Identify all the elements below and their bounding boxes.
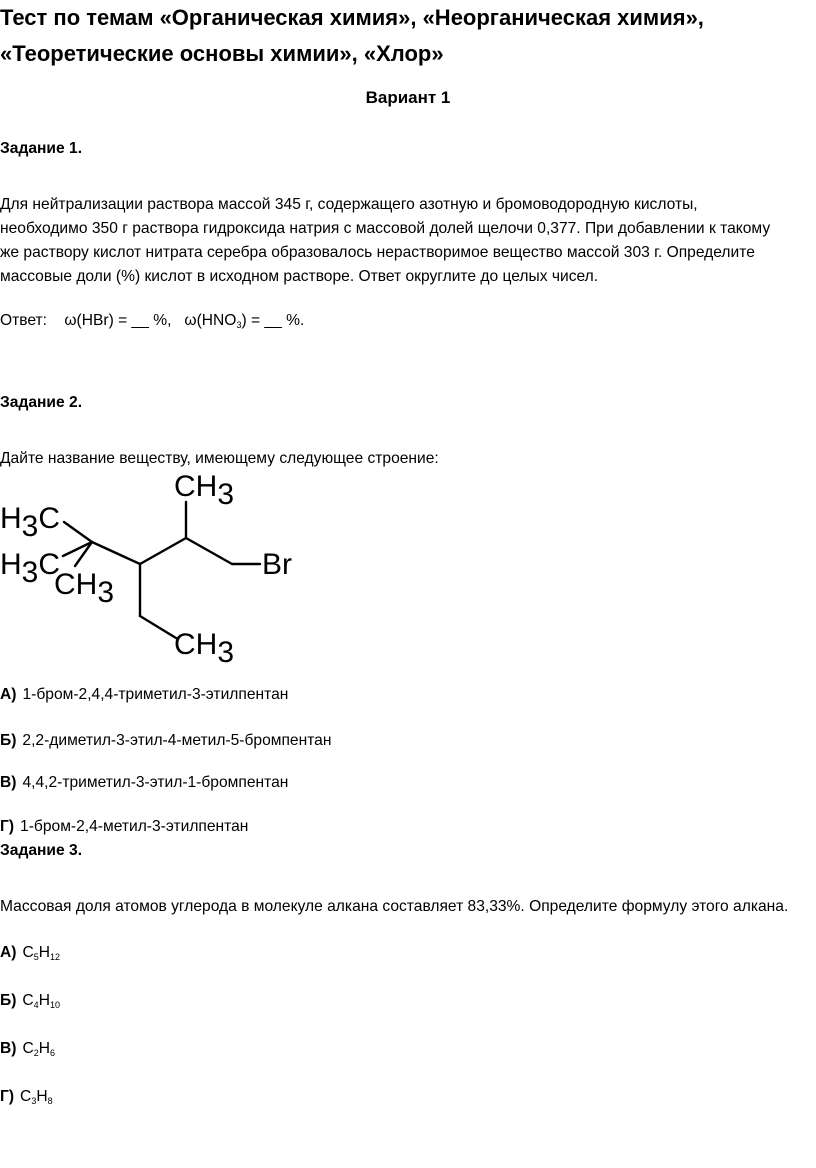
task1-line-2: необходимо 350 г раствора гидроксида натрия с массовой долей щелочи 0,377. При добавлении к такому xyxy=(0,220,771,237)
task1-line-3: же раствору кислот нитрата серебра образовалось нерастворимое вещество массой 303 г. Определите xyxy=(0,244,755,261)
bond-h3c1-cq xyxy=(64,522,92,542)
task2-prompt: Дайте название веществу, имеющему следующее строение: xyxy=(0,450,439,467)
title-line-2: «Теоретические основы химии», «Хлор» xyxy=(0,41,444,66)
task1-line-4: массовые доли (%) кислот в исходном растворе. Ответ округлите до целых чисел. xyxy=(0,268,599,285)
answer-hno3-post: ) = __ %. xyxy=(241,312,305,329)
task2-heading: Задание 2. xyxy=(0,394,83,411)
h3c-upper-label: H3C xyxy=(0,502,61,543)
task2-option-d: Г) 1-бром-2,4-метил-3-этилпентан xyxy=(0,818,249,835)
ch3-bottom-label: CH3 xyxy=(174,628,235,669)
title-line-1: Тест по темам «Органическая химия», «Неорганическая химия», xyxy=(0,5,704,30)
bond-cq-c3 xyxy=(92,542,140,564)
task2-option-c: В) 4,4,2-триметил-3-этил-1-бромпентан xyxy=(0,774,289,791)
task3-heading: Задание 3. xyxy=(0,842,83,859)
ch3-top-label: CH3 xyxy=(174,470,235,511)
task1-answer xyxy=(0,312,304,330)
br-label: Br xyxy=(262,548,292,581)
bond-c2-c1 xyxy=(186,538,232,564)
answer-hbr: ω(HBr) = __ %, xyxy=(64,312,172,329)
structural-formula xyxy=(0,462,320,672)
bond-ch2-ch3 xyxy=(140,616,176,638)
task3-option-b: Б) $C_4H_{10}$ xyxy=(0,992,60,1010)
answer-label: Ответ: xyxy=(0,312,48,329)
bond-c3-c2 xyxy=(140,538,186,564)
task3-option-c: В) $C_2H_6$ xyxy=(0,1040,56,1058)
task1-heading: Задание 1. xyxy=(0,140,83,157)
task1-line-1: Для нейтрализации раствора массой 345 г, содержащего азотную и бромоводородную кислоты, xyxy=(0,196,698,213)
h3c-lower-label: H3C xyxy=(0,548,61,589)
answer-hno3-sub: 3 xyxy=(236,320,242,330)
task2-option-b: Б) 2,2-диметил-3-этил-4-метил-5-бромпентан xyxy=(0,732,332,749)
ch3-mid-label: CH3 xyxy=(54,568,115,609)
task2-option-a: А) 1-бром-2,4,4-триметил-3-этилпентан xyxy=(0,686,289,703)
task3-option-d: Г) $C_3H_8$ xyxy=(0,1088,53,1106)
answer-hno3-pre: ω(HNO xyxy=(184,312,237,329)
task3-option-a: А) $C_5H_{12}$ xyxy=(0,944,61,962)
task3-prompt: Массовая доля атомов углерода в молекуле алкана составляет 83,33%. Определите формулу этого алкана. xyxy=(0,898,789,915)
variant-heading: Вариант 1 xyxy=(365,88,451,107)
